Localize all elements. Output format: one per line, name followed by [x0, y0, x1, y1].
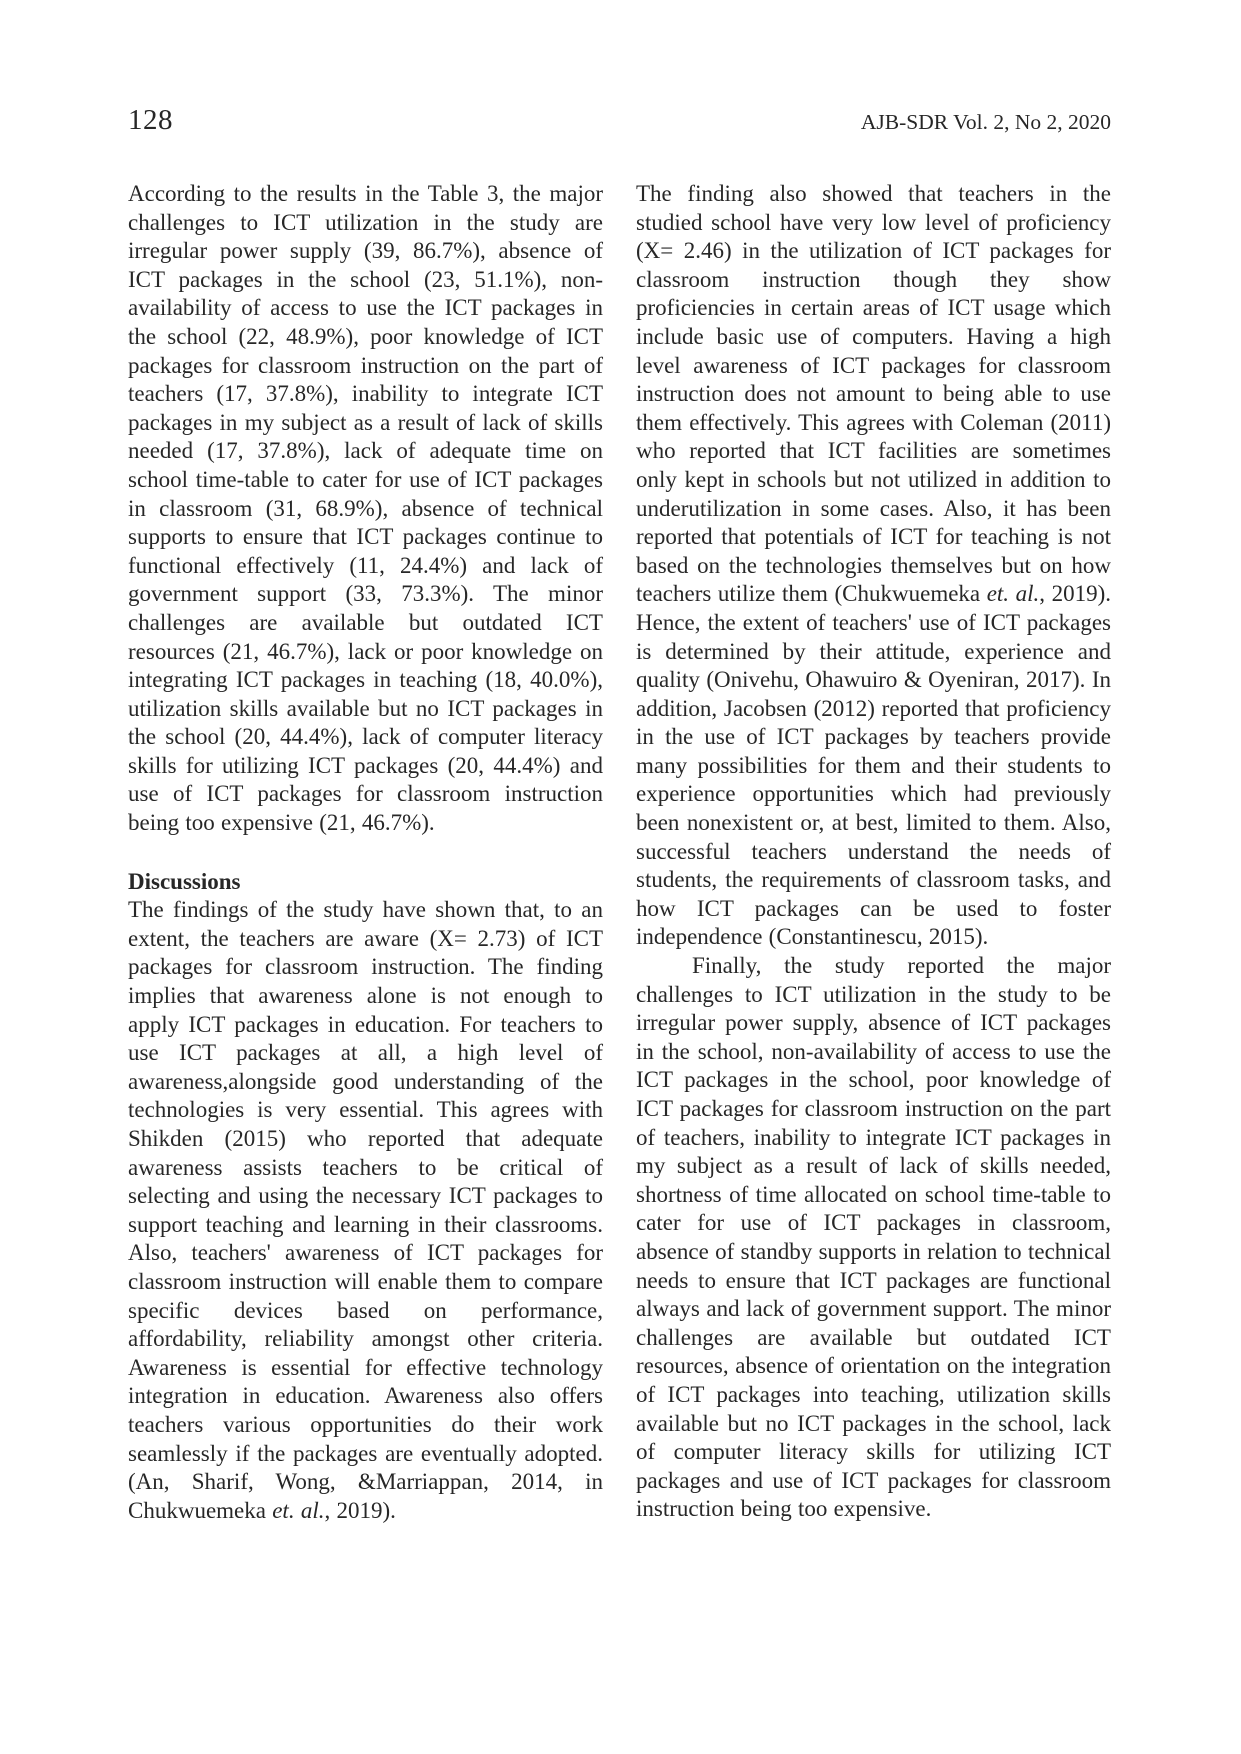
text-run: , 2019). Hence, the extent of teachers' use of ICT packages is determined by their attitude, experience and quality (Onivehu, Ohawuiro & Oyeniran, 2017). In addition, Jacobsen (2012) reported that proficiency in the use of ICT packages by teachers provide many possibilities for them and their students to experience opportunities which had previously been nonexistent or, at best, limited to them. Also, successful teachers understand the needs of students, the requirements of classroom tasks, and how ICT packages can be used to foster independence (Constantinescu, 2015). [636, 581, 1111, 950]
text-run: Finally, the study reported the major challenges to ICT utilization in the study to be irregular power supply, absence of ICT packages in the school, non-availability of access to use the ICT packages in the school, poor knowledge of ICT packages for classroom instruction on the part of teachers, inability to integrate ICT packages in my subject as a result of lack of skills needed, shortness of time allocated on school time-table to cater for use of ICT packages in classroom, absence of standby supports in relation to technical needs to ensure that ICT packages are functional always and lack of government support. The minor challenges are available but outdated ICT resources, absence of orientation on the integration of ICT packages into teaching, utilization skills available but no ICT packages in the school, lack of computer literacy skills for utilizing ICT packages and use of ICT packages for classroom instruction being too expensive. [636, 953, 1111, 1522]
page-number: 128 [128, 104, 173, 136]
running-head [128, 104, 1111, 137]
text-run: , 2019). [324, 1497, 396, 1523]
text-run: The findings of the study have shown that, to an extent, the teachers are aware (X= 2.73) of ICT packages for classroom instruction. The finding implies that awareness alone is not enough to apply ICT packages in education. For teachers to use ICT packages at all, a high level of awareness,alongside good understanding of the technologies is very essential. This agrees with Shikden (2015) who reported that adequate awareness assists teachers to be critical of selecting and using the necessary ICT packages to support teaching and learning in their classrooms. Also, teachers' awareness of ICT packages for classroom instruction will enable them to compare specific devices based on performance, affordability, reliability amongst other criteria. Awareness is essential for effective technology integration in education. Awareness also offers teachers various opportunities do their work seamlessly if the packages are eventually adopted. (An, Sharif, Wong, &Marriappan, 2014, in Chukwuemeka [128, 897, 603, 1523]
citation-latin-phrase: et. al. [986, 581, 1040, 607]
paragraph [636, 952, 1111, 1524]
paragraph [128, 896, 603, 1525]
paragraph [128, 180, 603, 838]
left-column [128, 180, 603, 1525]
right-column [636, 180, 1111, 1525]
citation-latin-phrase: et. al. [272, 1497, 325, 1523]
text-run: The finding also showed that teachers in the studied school have very low level of proficiency (X= 2.46) in the utilization of ICT packages for classroom instruction though they show proficiencies in certain areas of ICT usage which include basic use of computers. Having a high level awareness of ICT packages for classroom instruction does not amount to being able to use them effectively. This agrees with Coleman (2011) who reported that ICT facilities are sometimes only kept in schools but not utilized in addition to underutilization in some cases. Also, it has been reported that potentials of ICT for teaching is not based on the technologies themselves but on how teachers utilize them (Chukwuemeka [636, 181, 1111, 607]
text-run: According to the results in the Table 3, the major challenges to ICT utilization in the study are irregular power supply (39, 86.7%), absence of ICT packages in the school (23, 51.1%), non-availability of access to use the ICT packages in the school (22, 48.9%), poor knowledge of ICT packages for classroom instruction on the part of teachers (17, 37.8%), inability to integrate ICT packages in my subject as a result of lack of skills needed (17, 37.8%), lack of adequate time on school time-table to cater for use of ICT packages in classroom (31, 68.9%), absence of technical supports to ensure that ICT packages continue to functional effectively (11, 24.4%) and lack of government support (33, 73.3%). The minor challenges are available but outdated ICT resources (21, 46.7%), lack or poor knowledge on integrating ICT packages in teaching (18, 40.0%), utilization skills available but no ICT packages in the school (20, 44.4%), lack of computer literacy skills for utilizing ICT packages (20, 44.4%) and use of ICT packages for classroom instruction being too expensive (21, 46.7%). [128, 181, 603, 836]
journal-reference: AJB-SDR Vol. 2, No 2, 2020 [860, 110, 1111, 134]
paragraph [636, 180, 1111, 952]
section-heading [128, 868, 603, 897]
article-body [128, 180, 1111, 1525]
text-run: Discussions [128, 868, 241, 894]
